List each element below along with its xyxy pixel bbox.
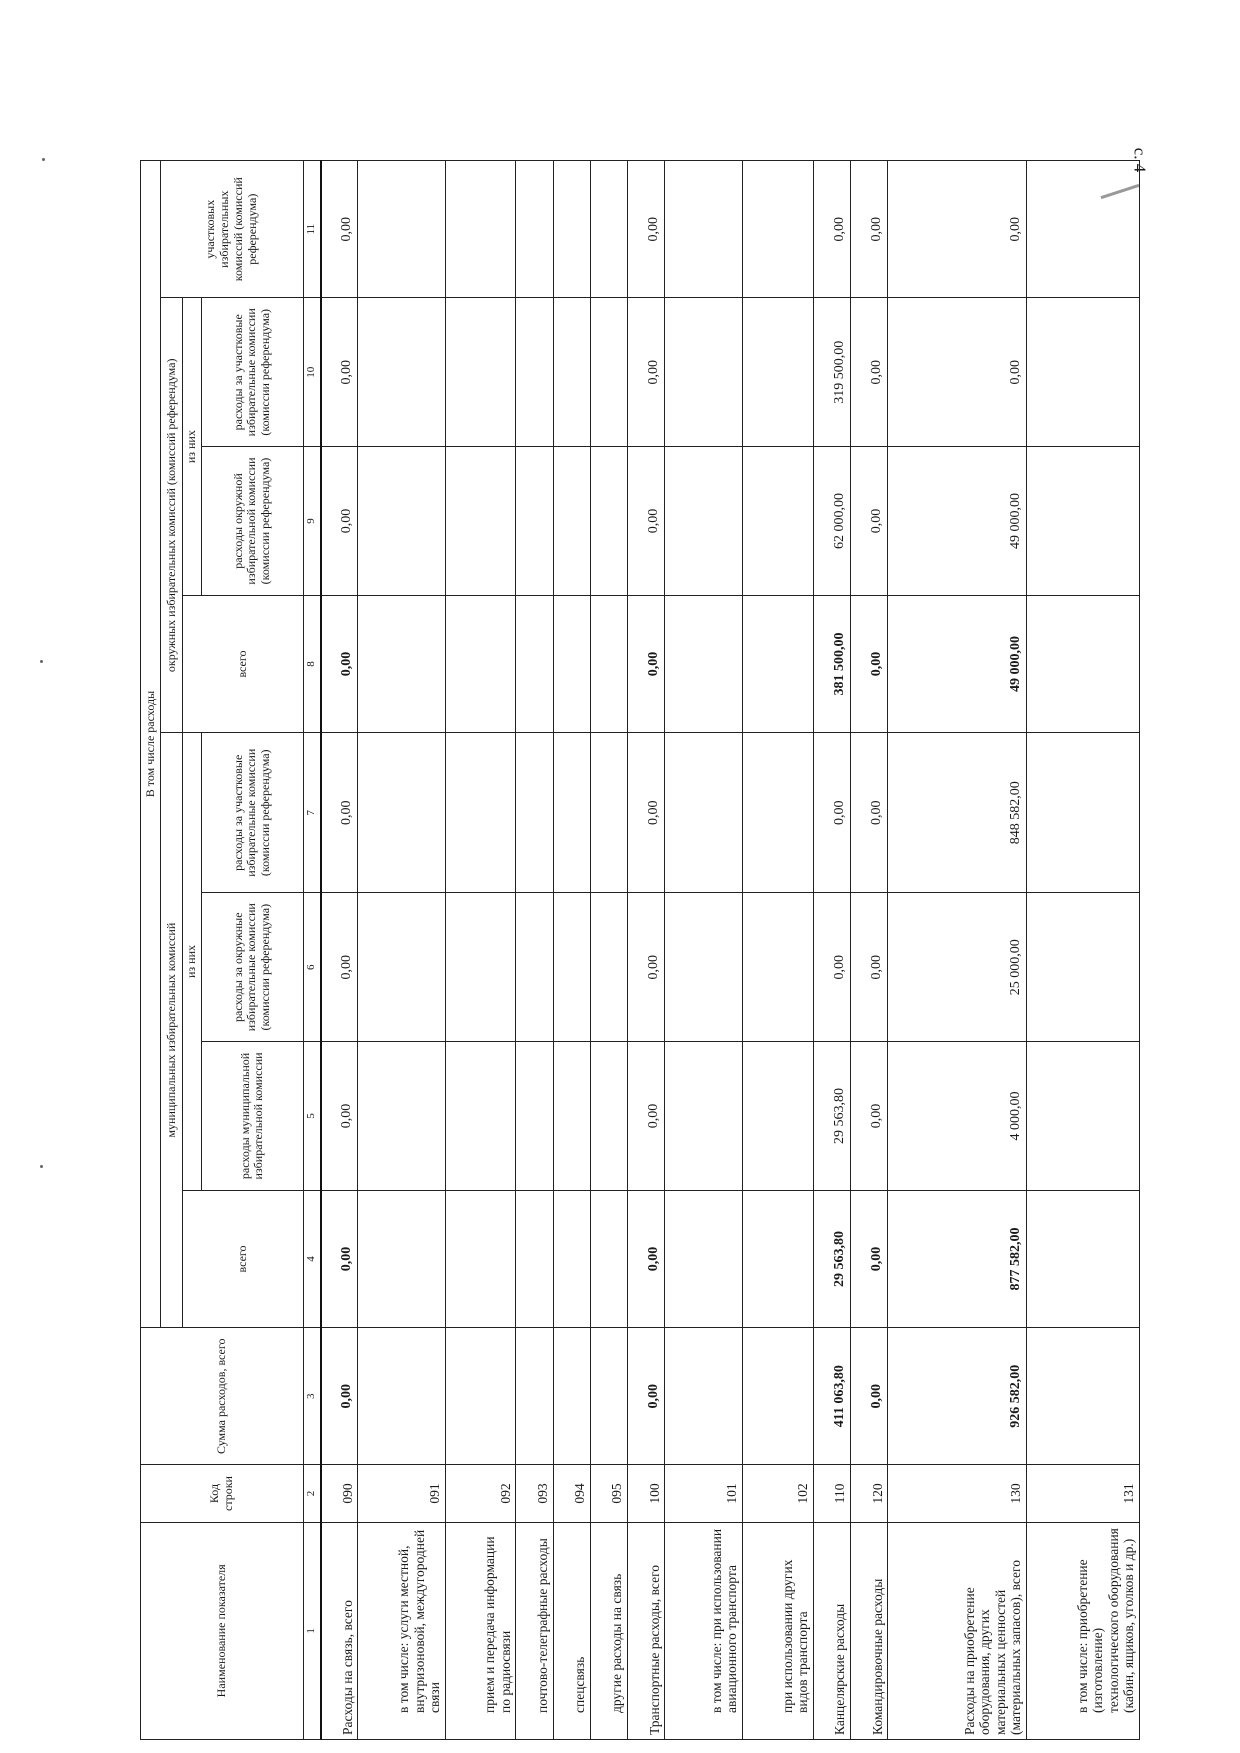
cell-value xyxy=(1026,893,1139,1042)
cell-value: 0,00 xyxy=(850,595,887,732)
cell-value: 0,00 xyxy=(627,298,664,447)
cell-value xyxy=(742,1328,813,1465)
cell-value xyxy=(358,733,445,893)
mun-to-precinct-header: расходы за участковые избирательные комиссии (комиссии референдума) xyxy=(201,733,303,893)
municipal-header: муниципальных избирательных комиссий xyxy=(161,733,183,1328)
cell-value xyxy=(665,447,743,596)
row-code: 120 xyxy=(850,1465,887,1522)
row-code: 100 xyxy=(627,1465,664,1522)
cell-value xyxy=(742,595,813,732)
cell-value xyxy=(742,1042,813,1191)
table-row xyxy=(665,161,743,1740)
cell-value: 0,00 xyxy=(850,893,887,1042)
cell-value: 0,00 xyxy=(850,1042,887,1191)
cell-value xyxy=(358,298,445,447)
cell-value xyxy=(516,298,553,447)
cell-value: 0,00 xyxy=(321,1190,358,1327)
col-code-header: Код строки xyxy=(141,1465,304,1522)
row-code: 091 xyxy=(358,1465,445,1522)
col-number: 8 xyxy=(303,595,321,732)
cell-value xyxy=(742,447,813,596)
cell-value: 29 563,80 xyxy=(813,1042,850,1191)
cell-value: 0,00 xyxy=(627,733,664,893)
page-number: с. 4 xyxy=(1130,147,1150,173)
cell-value: 49 000,00 xyxy=(888,447,1027,596)
row-code: 102 xyxy=(742,1465,813,1522)
rotated-report-sheet xyxy=(140,160,1140,1740)
cell-value xyxy=(590,161,627,298)
cell-value xyxy=(665,1190,743,1327)
cell-value xyxy=(1026,161,1139,298)
col-number: 6 xyxy=(303,893,321,1042)
table-row xyxy=(516,161,553,1740)
cell-value xyxy=(445,595,516,732)
cell-value xyxy=(742,161,813,298)
cell-value: 0,00 xyxy=(321,161,358,298)
cell-value: 0,00 xyxy=(850,298,887,447)
row-code: 110 xyxy=(813,1465,850,1522)
cell-value: 877 582,00 xyxy=(888,1190,1027,1327)
table-row xyxy=(888,161,1027,1740)
row-label: Канцелярские расходы xyxy=(813,1522,850,1739)
cell-value xyxy=(358,447,445,596)
row-code: 130 xyxy=(888,1465,1027,1522)
cell-value xyxy=(445,161,516,298)
cell-value xyxy=(590,1190,627,1327)
cell-value xyxy=(553,161,590,298)
cell-value xyxy=(516,447,553,596)
cell-value xyxy=(590,893,627,1042)
district-header: окружных избирательных комиссий (комиссий референдума) xyxy=(161,298,183,733)
cell-value xyxy=(553,893,590,1042)
cell-value xyxy=(445,733,516,893)
cell-value xyxy=(590,298,627,447)
cell-value: 0,00 xyxy=(888,298,1027,447)
cell-value xyxy=(742,893,813,1042)
cell-value xyxy=(553,1042,590,1191)
cell-value xyxy=(445,447,516,596)
mun-to-district-header: расходы за окружные избирательные комиссии (комиссии референдума) xyxy=(201,893,303,1042)
col-sum-header: Сумма расходов, всего xyxy=(141,1328,304,1465)
cell-value xyxy=(445,1328,516,1465)
cell-value: 0,00 xyxy=(627,1042,664,1191)
cell-value xyxy=(358,1042,445,1191)
cell-value xyxy=(553,447,590,596)
cell-value xyxy=(1026,595,1139,732)
cell-value xyxy=(665,595,743,732)
cell-value xyxy=(358,595,445,732)
cell-value xyxy=(742,298,813,447)
row-code: 094 xyxy=(553,1465,590,1522)
cell-value xyxy=(445,1042,516,1191)
cell-value xyxy=(553,595,590,732)
col-number: 10 xyxy=(303,298,321,447)
col-number: 2 xyxy=(303,1465,321,1522)
row-code: 093 xyxy=(516,1465,553,1522)
cell-value xyxy=(516,893,553,1042)
cell-value xyxy=(665,1328,743,1465)
table-row xyxy=(358,161,445,1740)
table-row xyxy=(627,161,664,1740)
cell-value: 0,00 xyxy=(850,1190,887,1327)
row-label: спецсвязь xyxy=(553,1522,590,1739)
row-label: Расходы на связь, всего xyxy=(321,1522,358,1739)
table-row xyxy=(742,161,813,1740)
cell-value xyxy=(553,298,590,447)
scan-speck xyxy=(42,158,45,161)
cell-value xyxy=(516,1042,553,1191)
cell-value: 29 563,80 xyxy=(813,1190,850,1327)
row-label: в том числе: приобретение (изготовление) технологического оборудования (кабин, ящиков, уголков и др.) xyxy=(1026,1522,1139,1739)
col-number: 4 xyxy=(303,1190,321,1327)
row-code: 131 xyxy=(1026,1465,1139,1522)
cell-value xyxy=(1026,1190,1139,1327)
row-label: в том числе: при использовании авиационного транспорта xyxy=(665,1522,743,1739)
cell-value xyxy=(516,733,553,893)
cell-value xyxy=(1026,447,1139,596)
table-row xyxy=(850,161,887,1740)
row-code: 092 xyxy=(445,1465,516,1522)
row-label: при использовании других видов транспорта xyxy=(742,1522,813,1739)
col-number: 5 xyxy=(303,1042,321,1191)
scan-speck xyxy=(40,1165,43,1168)
cell-value xyxy=(1026,1042,1139,1191)
precinct-header: участковых избирательных комиссий (комиссий референдума) xyxy=(161,161,304,298)
col-number: 9 xyxy=(303,447,321,596)
cell-value: 0,00 xyxy=(627,161,664,298)
cell-value xyxy=(358,1328,445,1465)
mun-total-header: всего xyxy=(183,1190,304,1327)
table-row xyxy=(590,161,627,1740)
cell-value: 0,00 xyxy=(888,161,1027,298)
cell-value xyxy=(1026,298,1139,447)
row-label: Расходы на приобретение оборудования, других материальных ценностей (материальных запасов), всего xyxy=(888,1522,1027,1739)
cell-value: 0,00 xyxy=(321,733,358,893)
cell-value xyxy=(1026,1328,1139,1465)
cell-value xyxy=(358,161,445,298)
col-number: 3 xyxy=(303,1328,321,1465)
cell-value xyxy=(445,298,516,447)
dist-of-them-header: из них xyxy=(183,298,202,595)
row-code: 095 xyxy=(590,1465,627,1522)
cell-value xyxy=(742,1190,813,1327)
cell-value xyxy=(590,733,627,893)
cell-value: 0,00 xyxy=(321,1042,358,1191)
cell-value: 0,00 xyxy=(813,161,850,298)
cell-value xyxy=(665,298,743,447)
table-row xyxy=(321,161,358,1740)
cell-value xyxy=(665,893,743,1042)
table-row xyxy=(445,161,516,1740)
cell-value: 25 000,00 xyxy=(888,893,1027,1042)
cell-value xyxy=(553,1190,590,1327)
cell-value: 319 500,00 xyxy=(813,298,850,447)
cell-value: 0,00 xyxy=(850,733,887,893)
cell-value xyxy=(516,161,553,298)
col-name-header: Наименование показателя xyxy=(141,1522,304,1739)
expense-table xyxy=(140,160,1140,1740)
table-row xyxy=(813,161,850,1740)
cell-value: 0,00 xyxy=(850,161,887,298)
cell-value: 381 500,00 xyxy=(813,595,850,732)
cell-value: 0,00 xyxy=(321,298,358,447)
cell-value xyxy=(1026,733,1139,893)
cell-value: 0,00 xyxy=(321,1328,358,1465)
row-label: прием и передача информации по радиосвязи xyxy=(445,1522,516,1739)
cell-value: 926 582,00 xyxy=(888,1328,1027,1465)
table-row xyxy=(1026,161,1139,1740)
cell-value: 0,00 xyxy=(850,447,887,596)
cell-value xyxy=(553,733,590,893)
mun-own-header: расходы муниципальной избирательной комиссии xyxy=(201,1042,303,1191)
cell-value xyxy=(516,1328,553,1465)
cell-value: 4 000,00 xyxy=(888,1042,1027,1191)
cell-value: 0,00 xyxy=(627,447,664,596)
dist-to-precinct-header: расходы за участковые избирательные комиссии (комиссии референдума) xyxy=(201,298,303,447)
cell-value xyxy=(590,595,627,732)
cell-value: 62 000,00 xyxy=(813,447,850,596)
row-code: 101 xyxy=(665,1465,743,1522)
cell-value xyxy=(742,733,813,893)
mun-of-them-header: из них xyxy=(183,733,202,1191)
cell-value xyxy=(358,1190,445,1327)
cell-value: 0,00 xyxy=(627,1328,664,1465)
cell-value: 49 000,00 xyxy=(888,595,1027,732)
cell-value xyxy=(665,161,743,298)
incl-expenses-header: В том числе расходы xyxy=(141,161,161,1328)
cell-value: 411 063,80 xyxy=(813,1328,850,1465)
dist-own-header: расходы окружной избирательной комиссии (комиссии референдума) xyxy=(201,447,303,596)
cell-value xyxy=(665,1042,743,1191)
cell-value: 0,00 xyxy=(321,595,358,732)
cell-value: 0,00 xyxy=(850,1328,887,1465)
cell-value: 848 582,00 xyxy=(888,733,1027,893)
row-label: другие расходы на связь xyxy=(590,1522,627,1739)
col-number: 11 xyxy=(303,161,321,298)
row-code: 090 xyxy=(321,1465,358,1522)
row-label: в том числе: услуги местной, внутризоновой, междугородней связи xyxy=(358,1522,445,1739)
cell-value xyxy=(553,1328,590,1465)
row-label: почтово-телеграфные расходы xyxy=(516,1522,553,1739)
cell-value: 0,00 xyxy=(321,447,358,596)
table-row xyxy=(553,161,590,1740)
cell-value: 0,00 xyxy=(321,893,358,1042)
cell-value xyxy=(665,733,743,893)
cell-value: 0,00 xyxy=(813,733,850,893)
cell-value: 0,00 xyxy=(813,893,850,1042)
cell-value: 0,00 xyxy=(627,595,664,732)
scan-speck xyxy=(40,660,43,663)
col-number: 1 xyxy=(303,1522,321,1739)
cell-value xyxy=(590,1042,627,1191)
cell-value xyxy=(445,893,516,1042)
dist-total-header: всего xyxy=(183,595,304,732)
cell-value xyxy=(445,1190,516,1327)
row-label: Командировочные расходы xyxy=(850,1522,887,1739)
col-number: 7 xyxy=(303,733,321,893)
cell-value: 0,00 xyxy=(627,893,664,1042)
cell-value xyxy=(590,1328,627,1465)
row-label: Транспортные расходы, всего xyxy=(627,1522,664,1739)
cell-value xyxy=(358,893,445,1042)
cell-value: 0,00 xyxy=(627,1190,664,1327)
cell-value xyxy=(516,595,553,732)
cell-value xyxy=(590,447,627,596)
cell-value xyxy=(516,1190,553,1327)
